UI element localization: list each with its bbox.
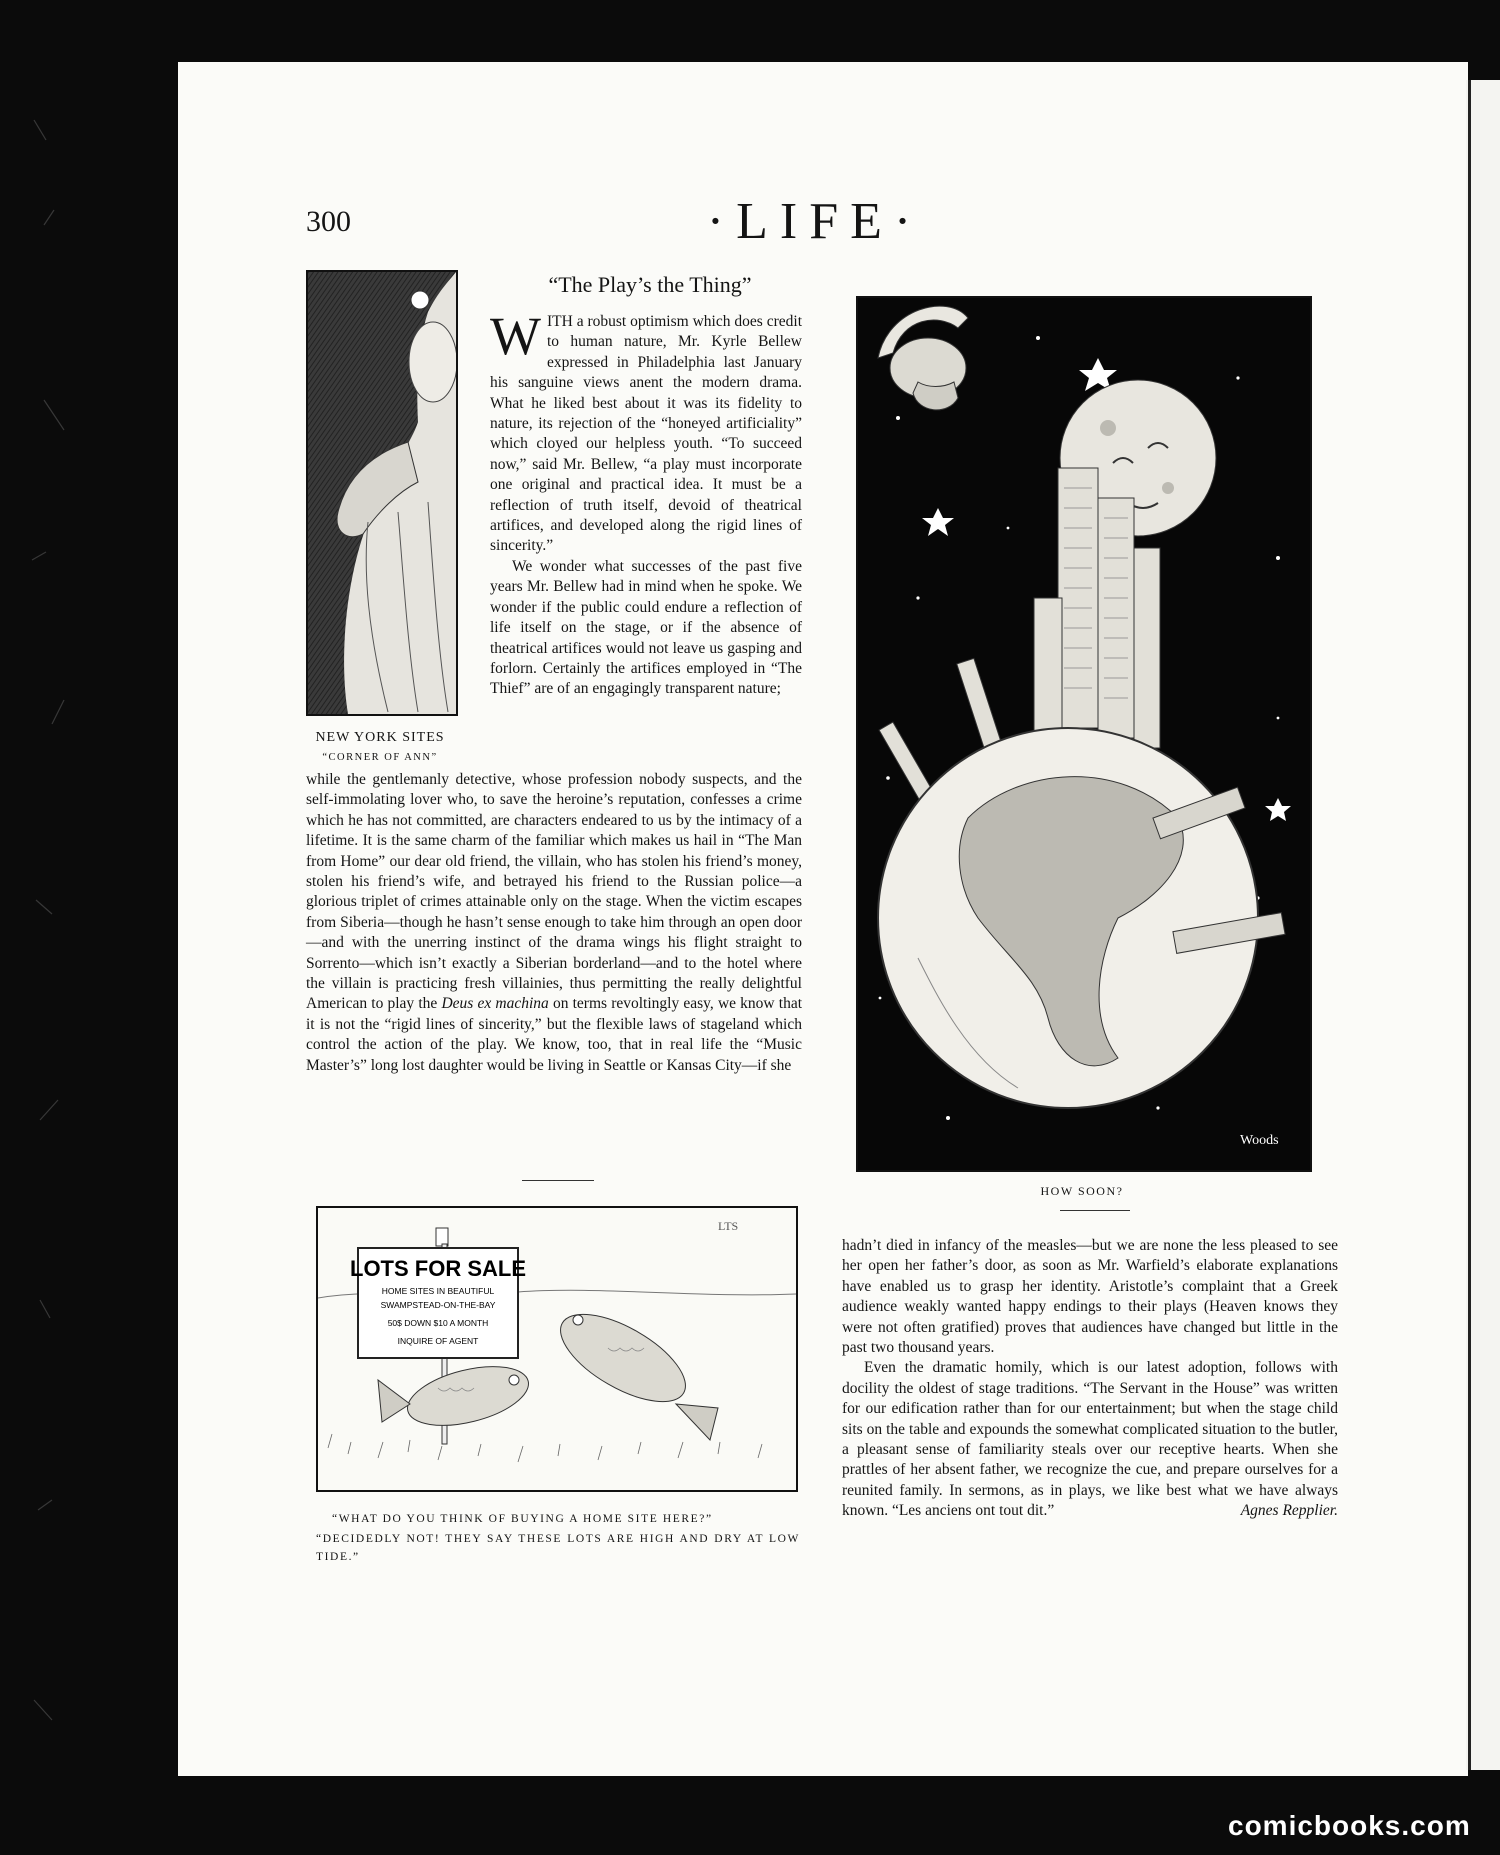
sign-title: LOTS FOR SALE <box>350 1256 526 1281</box>
fish-caption-question: “WHAT DO YOU THINK OF BUYING A HOME SITE HERE?” <box>332 1513 713 1525</box>
article-paragraph-1 <box>490 306 802 557</box>
section-rule-right <box>1060 1210 1130 1211</box>
cartoon-signature: Woods <box>1240 1133 1279 1148</box>
world-cartoon <box>856 296 1312 1172</box>
drop-cap: W <box>490 306 541 366</box>
svg-text:LTS: LTS <box>718 1219 739 1233</box>
author-signature: Agnes Repplier. <box>1240 1502 1338 1520</box>
sign-line-1: HOME SITES IN BEAUTIFUL <box>381 1286 495 1296</box>
article-paragraph-2-cont <box>306 770 802 1076</box>
sign-line-3: 50$ DOWN $10 A MONTH <box>387 1318 489 1328</box>
masthead-life: ·LIFE· <box>706 193 924 250</box>
portrait-illustration <box>306 270 458 716</box>
fish-cartoon <box>316 1206 798 1492</box>
article-column-wide <box>306 770 802 1076</box>
article-title: “The Play’s the Thing” <box>548 272 752 297</box>
portrait-caption-sub: “CORNER OF ANN” <box>322 752 438 763</box>
fish-caption-answer: “DECIDEDLY NOT! THEY SAY THESE LOTS ARE HIGH AND DRY AT LOW TIDE.” <box>316 1533 800 1563</box>
next-page-edge <box>1466 80 1500 1770</box>
page-number: 300 <box>306 205 351 238</box>
article-column-right <box>842 1236 1338 1522</box>
sign-line-4: INQUIRE OF AGENT <box>397 1336 479 1346</box>
paragraph-2-text-b: on terms revoltingly easy, we know that it is not the “rigid lines of sincerity,” but the flexible laws of stageland which control the action of the play. We know, too, that in real life the “Music Master’s” long lost daughter would be living in Seattle or Kansas City—if she <box>306 995 803 1074</box>
section-rule-left <box>522 1180 594 1181</box>
scan-margin <box>14 0 134 1850</box>
sign-line-2: SWAMPSTEAD-ON-THE-BAY <box>380 1300 496 1310</box>
portrait-caption-title: NEW YORK SITES <box>315 730 445 745</box>
article-paragraph-2-end: hadn’t died in infancy of the measles—but we are none the less pleased to see her open her father’s door, as soon as Mr. Warfield’s elaborate explanations have enabled us to grasp her identity. Aristotle’s complaint that a Greek audience weakly wanted happy endings to their plays (Heaven knows they were not often gratified) proves that audiences have changed but little in the past two thousand years. <box>842 1237 1338 1357</box>
deus-ex-machina: Deus ex machina <box>441 995 549 1013</box>
page-divider <box>1468 80 1471 1770</box>
article-column-narrow <box>490 306 802 700</box>
paragraph-2-text-a: while the gentlemanly detective, whose profession nobody suspects, and the self-immolating lover who, to save the heroine’s reputation, confesses a crime which he has not committed, are characters endeared to us by the intimacy of a lifetime. It is the same charm of the familiar which makes us hail in “The Man from Home” our dear old friend, the villain, who has stolen his friend’s money, stolen his friend’s wife, and betrayed his friend to the Russian police—a glorious triplet of crimes attainable only on the stage. When the victim escapes from Siberia—though he hasn’t sense enough to take him through an open door—and with the unerring instinct of the drama wings his flight straight to Sorrento—which isn’t exactly a Siberian borderland—and to the hotel where the villain is practicing fresh villainies, thus permitting the really delightful American to play the <box>306 771 802 1013</box>
watermark-brand: comicbooks.com <box>1228 1810 1471 1841</box>
world-cartoon-caption: HOW SOON? <box>1040 1184 1124 1198</box>
article-paragraph-3 <box>842 1358 1338 1521</box>
article-paragraph-2-start: We wonder what successes of the past five years Mr. Bellew had in mind when he spoke. We wonder if the public could endure a reflection of life itself on the stage, or if the absence of theatrical artifices would not leave us gasping and forlorn. Certainly the artifices employed in “The Thief” are of an engagingly transparent nature; <box>490 557 802 698</box>
paragraph-3-text: Even the dramatic homily, which is our latest adoption, follows with docility the oldest of stage traditions. “The Servant in the House” was written for our edification rather than for our entertainment; but when the stage child sits on the table and expounds the somewhat complicated situation to the butler, a pleasant sense of familiarity steals over our receptive hearts. When she prattles of her absent father, we recognize the cue, and prepare ourselves for a reunited family. In sermons, as in plays, we like best what we have always known. “Les anciens ont tout dit.” <box>842 1359 1338 1520</box>
paragraph-1-text: ITH a robust optimism which does credit to human nature, Mr. Kyrle Bellew expressed in Philadelphia last January his sanguine views anent the modern drama. What he liked best about it was its fidelity to nature, its rejection of the “honeyed artificiality” which cloyed our helpless youth. “To succeed now,” said Mr. Bellew, “a play must incorporate one original and practical idea. It must be a reflection of truth itself, devoid of theatrical artifices, and developed along the rigid lines of sincerity.” <box>490 313 802 555</box>
